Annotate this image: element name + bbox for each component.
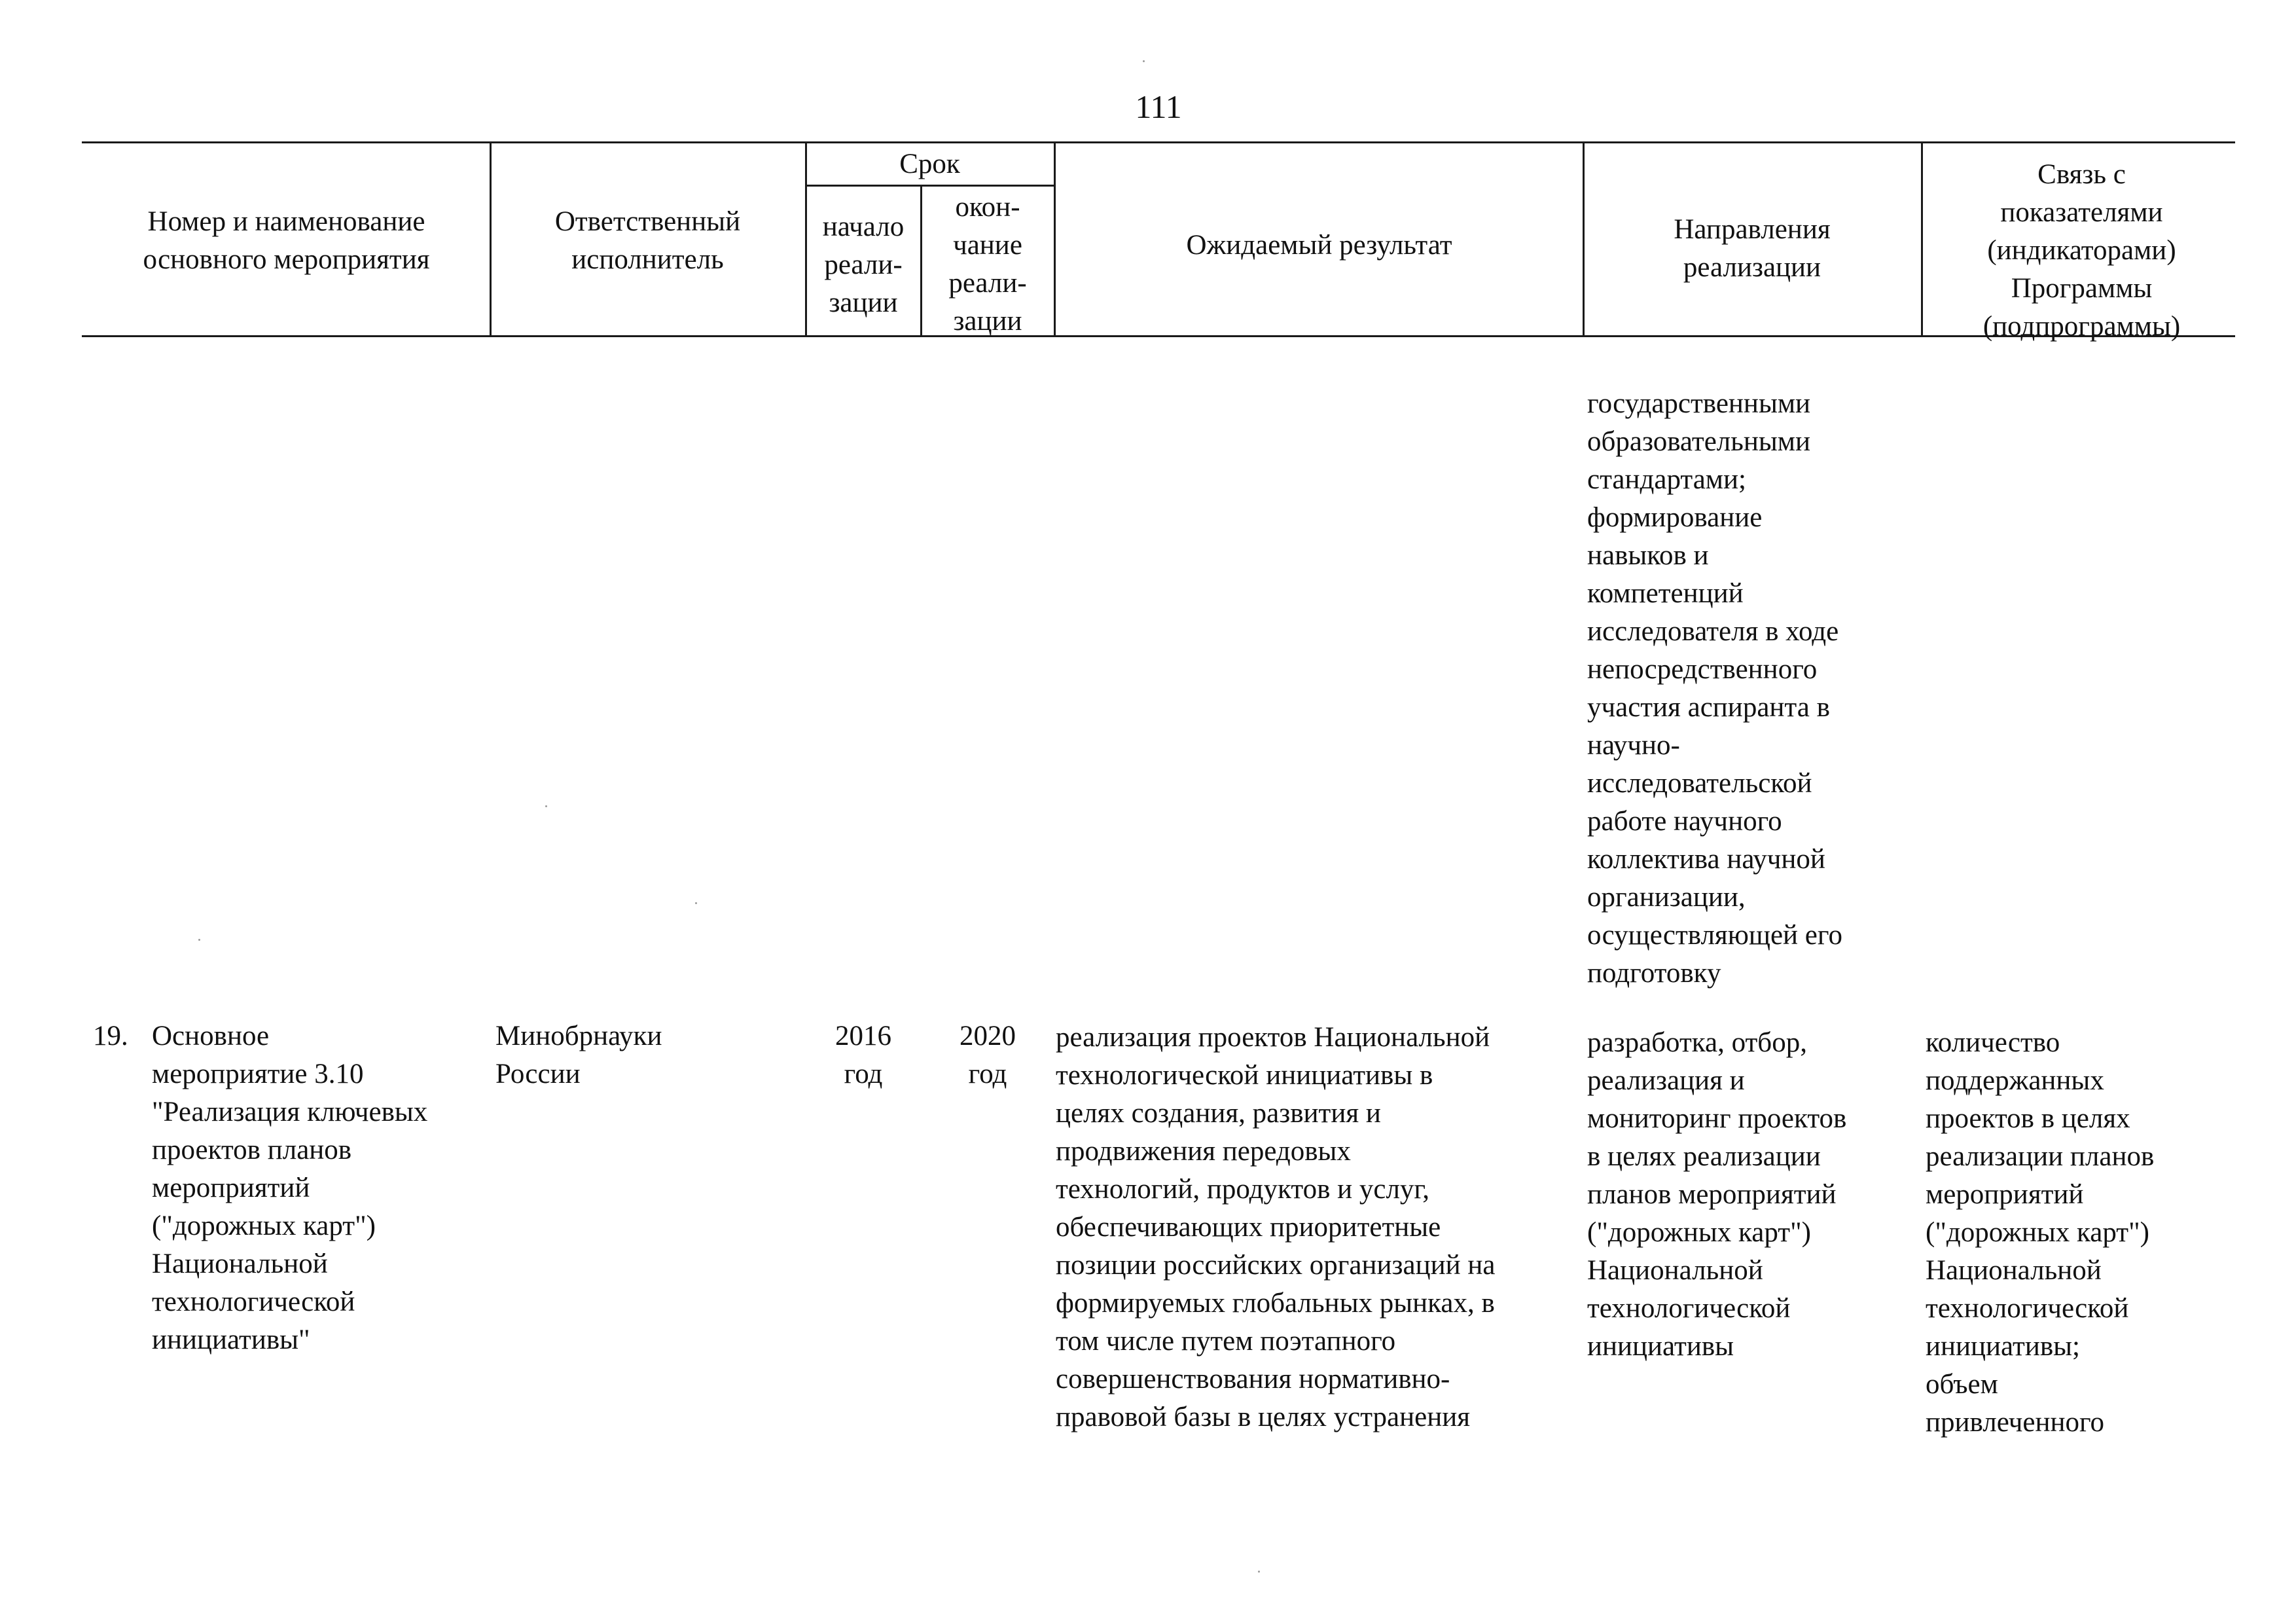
term-subheader-rule — [805, 185, 1055, 187]
header-end: окон- чание реали- зации — [948, 192, 1027, 337]
header-top-rule — [82, 141, 2235, 143]
row-start: 2016 год — [835, 1021, 891, 1089]
header-bottom-rule — [82, 335, 2235, 337]
row-number: 19. — [93, 1021, 128, 1051]
header-executor: Ответственный исполнитель — [554, 206, 741, 275]
header-term: Срок — [899, 149, 960, 179]
scan-speck — [545, 805, 547, 807]
prev-row-directions: государственными образовательными стандартами; формирование навыков и компетенций исследователя в ходе непосредственного участия аспиранта в научно- исследовательской работе научного коллектива научной организации, осуществляющей его подготовку — [1587, 388, 1842, 989]
row-result: реализация проектов Национальной технологической инициативы в целях создания, развития и продвижения передовых технологий, продуктов и услуг, обеспечивающих приоритетные позиции российских организаций на формируемых глобальных рынках, в том числе путем поэтапного совершенствования нормативно- правовой базы в целях устранения — [1056, 1022, 1496, 1432]
col-divider-1 — [490, 143, 492, 337]
header-directions: Направления реализации — [1674, 214, 1831, 283]
row-executor: Минобрнауки России — [495, 1021, 662, 1089]
scan-speck — [1143, 60, 1145, 62]
header-indicators: Связь с показателями (индикаторами) Программы (подпрограммы) — [1982, 159, 2181, 342]
row-indicators: количество поддержанных проектов в целях реализации планов мероприятий ("дорожных карт") Национальной технологической инициативы; объем привлеченного — [1926, 1027, 2155, 1438]
page-number: 111 — [1135, 88, 1182, 125]
header-result: Ожидаемый результат — [1186, 230, 1452, 261]
row-event: Основное мероприятие 3.10 "Реализация ключевых проектов планов мероприятий ("дорожных карт") Национальной технологической инициативы" — [152, 1021, 428, 1355]
header-start: начало реали- зации — [822, 211, 905, 318]
header-event: Номер и наименование основного мероприятия — [143, 206, 430, 275]
row-end: 2020 год — [960, 1021, 1016, 1089]
scan-speck — [1258, 1571, 1260, 1573]
scan-speck — [198, 939, 200, 941]
row-directions: разработка, отбор, реализация и мониторинг проектов в целях реализации планов мероприятий ("дорожных карт") Национальной технологической инициативы — [1587, 1027, 1847, 1362]
scan-speck — [695, 902, 697, 904]
